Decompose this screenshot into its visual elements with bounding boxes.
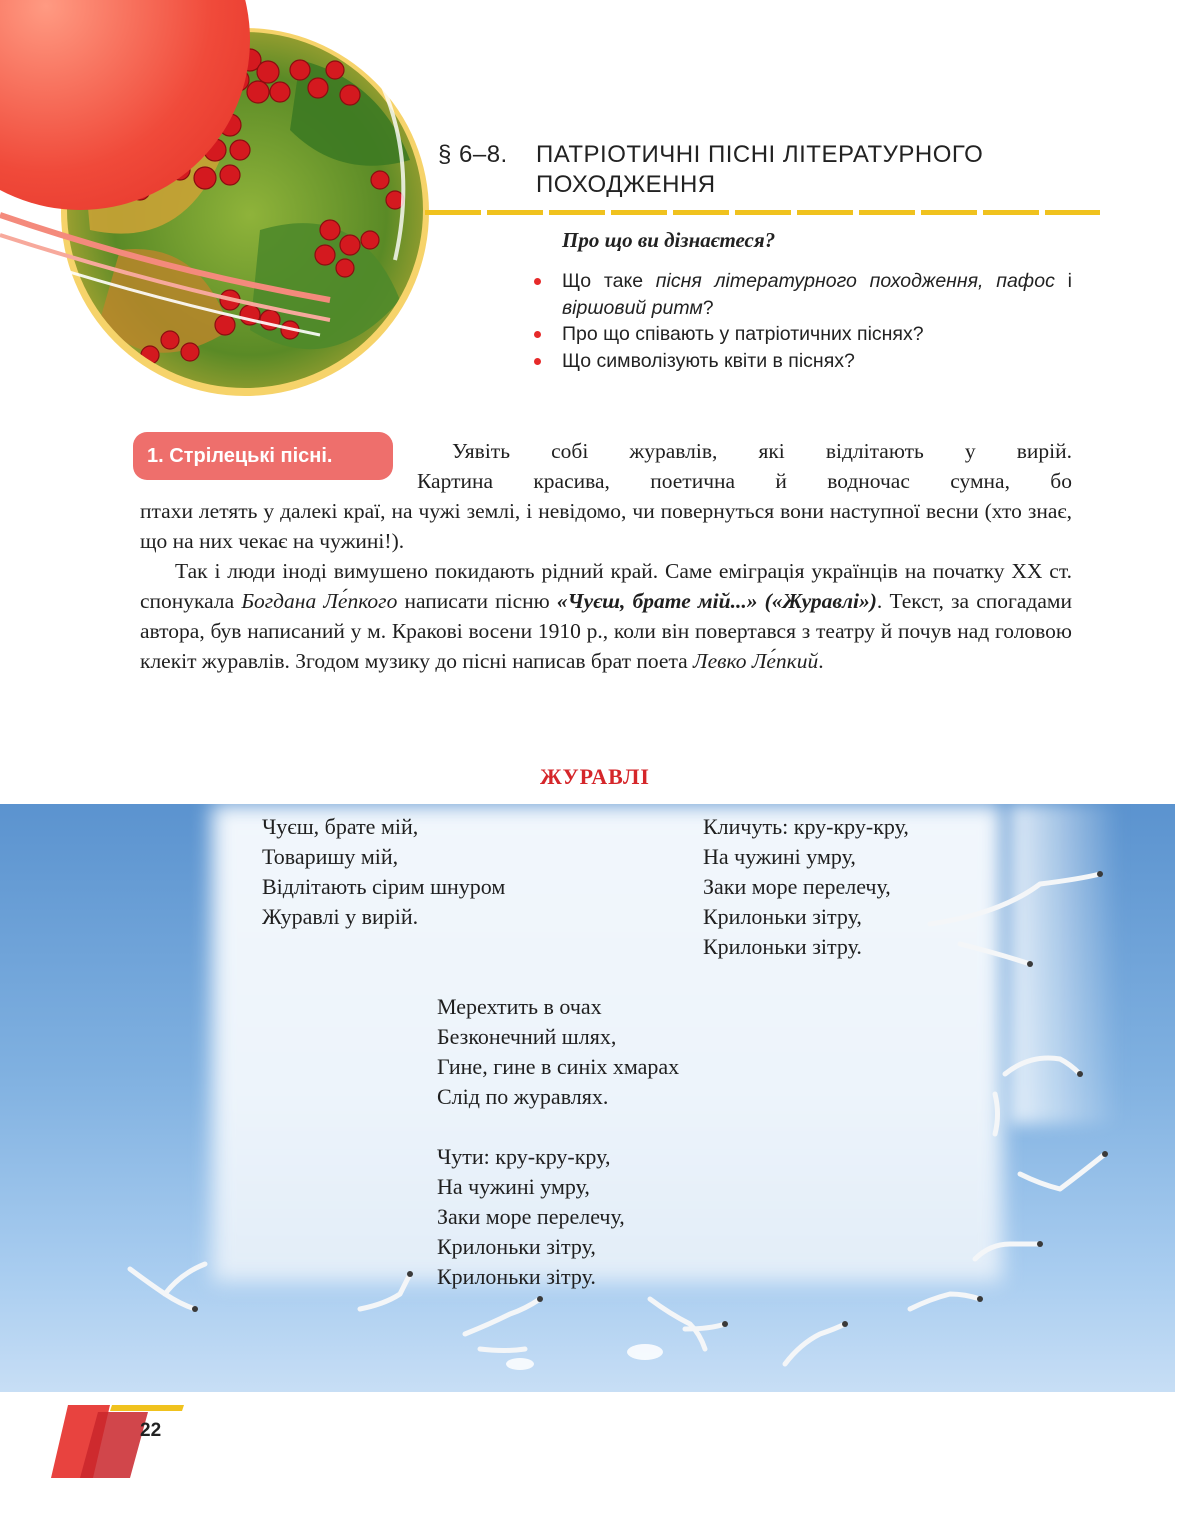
bullet-icon bbox=[534, 358, 541, 365]
heading-divider bbox=[425, 210, 1100, 215]
poem-line: На чужині умру, bbox=[703, 844, 856, 869]
learn-question: Про що ви дізнаєтеся? bbox=[562, 228, 776, 252]
list-item: Про що співають у патріотичних піснях? bbox=[532, 321, 1072, 348]
bullet-icon bbox=[534, 331, 541, 338]
poem-line: Журавлі у вирій. bbox=[262, 904, 419, 929]
poem-line: Заки море перелечу, bbox=[437, 1204, 625, 1229]
sky-background bbox=[0, 804, 1175, 1392]
section-number: § 6–8. bbox=[438, 141, 508, 168]
paragraph-line: Картина красива, поетична й водночас сумна, бо bbox=[417, 469, 1072, 493]
poem-title: ЖУРАВЛІ bbox=[540, 764, 650, 789]
list-item: Що таке пісня літературного походження, пафос і віршовий ритм? bbox=[532, 268, 1072, 321]
author-name: Богдана Ле́пкого bbox=[241, 589, 398, 613]
poem-line: Товаришу мій, bbox=[262, 844, 399, 869]
bullet-icon bbox=[534, 278, 541, 285]
poem-line: Крилоньки зітру, bbox=[437, 1234, 596, 1259]
poem-line: Чуєш, брате мій, bbox=[262, 814, 419, 839]
list-item: Що символізують квіти в піснях? bbox=[532, 348, 1072, 375]
page-corner-decoration bbox=[48, 1400, 198, 1480]
page-number: 22 bbox=[140, 1420, 162, 1441]
poem-stanza-3 bbox=[437, 992, 679, 1112]
poem-stanza-4 bbox=[437, 1142, 625, 1292]
learn-list bbox=[532, 268, 1072, 374]
poem-line: Крилоньки зітру. bbox=[703, 934, 862, 959]
poem-line: Крилоньки зітру, bbox=[703, 904, 862, 929]
poem-line: Чути: кру-кру-кру, bbox=[437, 1144, 611, 1169]
poem-line: Мерехтить в очах bbox=[437, 994, 602, 1019]
section-badge: 1. Стрілецькі пісні. bbox=[133, 432, 393, 480]
composer-name: Левко Ле́пкий bbox=[693, 649, 819, 673]
poem-line: Кличуть: кру-кру-кру, bbox=[703, 814, 909, 839]
paragraph-text: Так і люди іноді вимушено покидають рідний край. Саме еміграція українців на початку ХХ ст. спонукала Богдана Ле́пкого написати пісню «Чуєш, брате мій...» («Журавлі»). Текст, за спогадами автора, був написаний у м. Кракові восени 1910 р., коли він повертався з театру й почув над головою клекіт журавлів. Згодом музику до пісні написав брат поета Левко Ле́пкий. bbox=[140, 559, 1072, 673]
paragraph-line: Уявіть собі журавлів, які відлітають у вирій. bbox=[452, 439, 1072, 463]
poem-line: Заки море перелечу, bbox=[703, 874, 891, 899]
poem-stanza-2 bbox=[703, 812, 909, 962]
poem-line: Гине, гине в синіх хмарах bbox=[437, 1054, 680, 1079]
paragraph-text: птахи летять у далекі краї, на чужі землі, і невідомо, чи повернуться вони наступної весни (хто знає, що на них чекає на чужині!). bbox=[140, 499, 1072, 553]
poem-line: Безконечний шлях, bbox=[437, 1024, 617, 1049]
section-title: ПАТРІОТИЧНІ ПІСНІ ЛІТЕРАТУРНОГО ПОХОДЖЕННЯ bbox=[536, 141, 984, 198]
poem-line: Крилоньки зітру. bbox=[437, 1264, 596, 1289]
poem-line: На чужині умру, bbox=[437, 1174, 590, 1199]
viburnum-photo bbox=[0, 0, 440, 420]
poem-stanza-1 bbox=[262, 812, 505, 932]
poem-line: Відлітають сірим шнуром bbox=[262, 874, 506, 899]
song-title: «Чуєш, брате мій...» («Журавлі») bbox=[556, 589, 877, 613]
poem-line: Слід по журавлях. bbox=[437, 1084, 609, 1109]
